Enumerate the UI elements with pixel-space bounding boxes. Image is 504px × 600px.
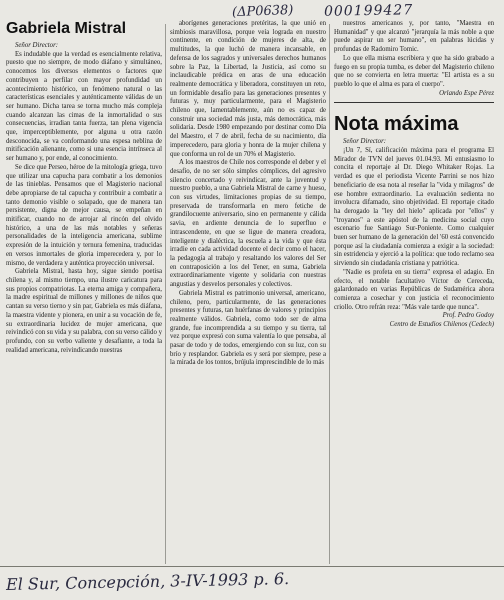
signature-affiliation: Centro de Estudios Chilenos (Cedech) (389, 321, 494, 329)
salutation: Señor Director: (343, 138, 386, 146)
signature: Orlando Espe Pérez (439, 89, 494, 97)
article-title: Gabriela Mistral (6, 20, 127, 37)
column-divider (165, 24, 166, 564)
paragraph: aborígenes generaciones pretéritas, la que unió en simbiosis maravillosa, porque veía lograda en nuestro continente, en condición de mujeres de alta, de multitudes, la que luchó de manera incansable, en defensa de los sagrados y universales derechos humanos sobre la Paz, la Libertad, la Justicia, así como su inclaudicable prédica en aras de una educación realmente democrática y liberadora, constituyen un reto, un formidable desafío para las generaciones presentes y futuras y, muy particularmente, para el Magisterio chileno que, lamentablemente, aún no es capaz de construir una sociedad más justa, más democrática, más solidaria. Desde 1980 empezando por destinar como Día del Maestro, el 7 de abril, fecha de su nacimiento, día imperecedero, para gloria y honra de la mujer chilena y que conforma un rol de un 70% el Magisterio. (170, 20, 326, 158)
paragraph: nuestros americanos y, por tanto, "Maestra en Humanidad" y que alcanzó "jerarquía la más noble a que puede aspirar un ser humano", en palabras lúcidas y profundas de Radomiro Tomic. (334, 20, 494, 54)
salutation: Señor Director: (15, 42, 58, 49)
paragraph: ¡Un 7, Sí, calificación máxima para el programa El Mirador de TVN del jueves 01.04.93. Mi entusiasmo lo concita el reportaje al Dr. Diego Whitaker Rojas. La verdad es que el periodista Vicente Parrini se nos hizo beneficiario de esa nota al reseñar la "vida y milagros" de ese hombre extraordinario. La evaluación sedienta no involucra difamado, sino objetividad. El reportaje citado ha derogado la "ley del hielo" aplicada por "ellos" y "troyanos" a este apóstol de la medicina social cuyo escenario fue Santiago Sur-Poniente. Como cualquier buen ser humano de la generación del '60 está convencido porque así la ciudadanía comienza a exigir a la sociedad: sin estridencia y ejerció a la política: que todo reclamo sea sirviendo sin ciudadanía cristiana y patriótica. (334, 147, 494, 268)
column-1 (6, 20, 162, 568)
archive-number: 000199427 (323, 2, 414, 20)
column-divider (329, 24, 330, 564)
paragraph: Gabriela Mistral es patrimonio universal, americano, chileno, pero, particularmente, de las generaciones presentes y futuras, tan huérfanas de valores y principios realmente válidos. Gabriela, como todo ser de alma grande, fue incomprendida a su tiempo y su tierra, tal vez porque expresó con suma valentía lo que pensaba, al pasar de todo y de todos, emergiendo con su luz, con su brío y resplandor. Gabriela es y será por siempre, pese a la mirada de los tontos, brújula imprescindible de lo más (170, 289, 326, 367)
handwritten-source-note: El Sur, Concepción, 3-IV-1993 p. 6. (5, 569, 290, 594)
column-3 (334, 20, 494, 568)
column-2 (170, 20, 326, 568)
paragraph: "Nadie es profeta en su tierra" expresa el adagio. En efecto, el notable facultativo Víctor de Cereceda, galardonado en varias Repúblicas de Sudamérica ahora comienza a cosechar y con justicia el reconocimiento criollo. Otro refrán reza: "Más vale tarde que nunca". (334, 268, 494, 311)
paragraph: Es indudable que la verdad es esencialmente relativa, puesto que no siempre, de modo diáfano y simultáneo, conocemos los diversos elementos o factores que contribuyen a perfilar con mayor profundidad un acontecimiento histórico, un fenómeno natural o las características esenciales y auténticamente válidas de un ser humano. Dicha tarea se torna mucho más compleja cuando alcanzan las cimas de la inmortalidad o sus consecuencias, irradian tanta fuerza, tan plena vigencia que, imperceptiblemente, por alguna u otra razón desconocida, se va conformando una espesa neblina de mitificación alienante, como si una esencia intrínseca al ser humano y, por ende, al conocimiento. (6, 50, 162, 163)
clipping-edge (0, 566, 504, 567)
paragraph: A los maestros de Chile nos corresponde el deber y el desafío, de no ser sólo simples cómplices, del agresivo silencio concertado y reivindicar, ante la juventud y nuestro pueblo, a una Gabriela Mistral de carne y hueso, con sus virtudes, limitaciones propias de su tiempo, preservada de transformarla en mero fetiche de grandilocuente aniversario, sino en permanente y cálida savia, en ardiente denuncia de lo superfluo e intrascendente, en que se ligue de manera creadora, inteligente y dialéctica, la escuela a la vida y que ésta irradie en cada actividad docente el decir como el hacer, la pedagogía al trabajo y resaltando los valores del Ser en contraposición a los del Tener, en suma, Gabriela extraordinariamente vigente y solidaria con nuestras angustias y desvelos personales y colectivos. (170, 159, 326, 289)
paragraph: Lo que ella misma escribiera y que ha sido grabado a fuego en su propia tumba, es deber del Magisterio chileno que no se convierta en letra muerta: "El artista es a su pueblo lo que el alma es para el cuerpo". (334, 54, 494, 88)
article-title: Nota máxima (334, 113, 459, 136)
archive-code-stamp: (ΔP0638) (231, 2, 294, 21)
article-divider (334, 102, 494, 103)
signature: Prof. Pedro Godoy (442, 312, 494, 320)
paragraph: Se dice que Perseo, héroe de la mitología griega, tuvo que utilizar una capucha para combatir a los demonios de las tinieblas. Pensamos que el Magisterio nacional debe apropiarse de tal capucha y contribuir a combatir a tanto demonio visible o solapado, que de manera tan persistente, digna de mejor causa, se empeñan en mitificar, cuando no de arrojar al rincón del olvido histórico, a una de las más notables y señeras personalidades de la inteligencia americana, sublime expresión de la intuición y ternura femenina, traducidas en versos inmortales de gloria imperecedera y, por lo mismo, de verdadera y auténtica proyección universal. (6, 163, 162, 267)
paragraph: Gabriela Mistral, hasta hoy, sigue siendo poetisa chilena y, al mismo tiempo, una ilustre caricatura para sus propios compatriotas. La eterna amiga y compañera, la madre espiritual de millones y millones de niños que cantan su verso tierno y sin par, Gabriela es más diáfana, la maestra vidente y pionera, en unir a su vocación de fe, su extraordinaria lucidez de mujer americana, que reivindicó con su vida y su palabra, con su verso cálido y profundo, con su verbo valiente y desafiante, a toda la realidad americana, reivindicando nuestras (6, 268, 162, 354)
